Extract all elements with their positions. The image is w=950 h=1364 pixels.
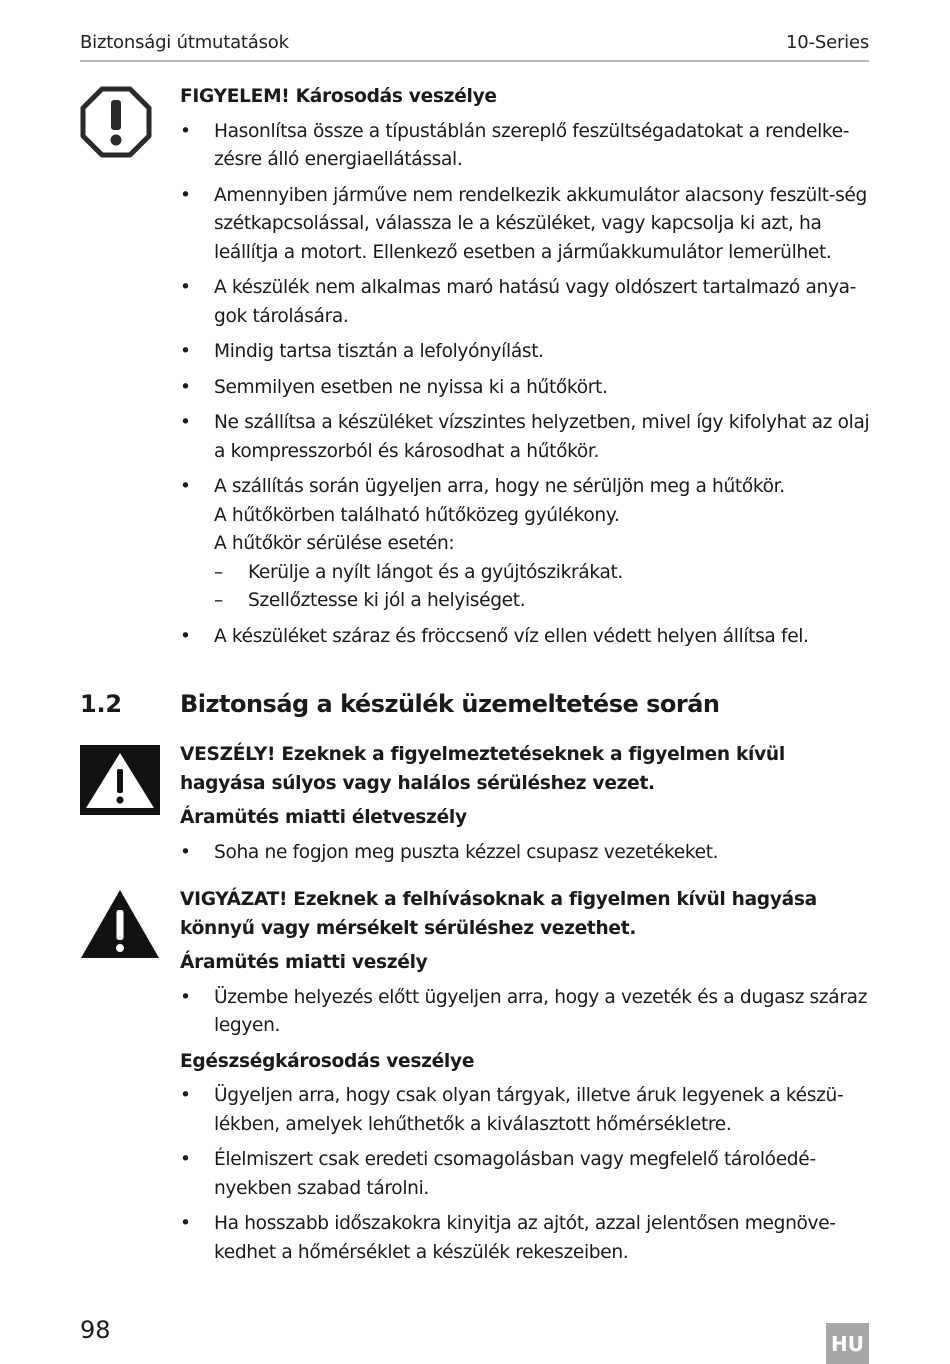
danger-list xyxy=(180,839,880,868)
caution-title: könnyű vagy mérsékelt sérüléshez vezethet. xyxy=(180,917,637,939)
sub-list-item: – Szellőztesse ki jól a helyiséget. xyxy=(214,587,880,616)
danger-warning-triangle-icon xyxy=(80,745,160,815)
sub-list-item: – Kerülje a nyílt lángot és a gyújtószikrákat. xyxy=(214,559,880,588)
caution-list-health xyxy=(180,1082,880,1267)
danger-block xyxy=(180,741,880,874)
caution-warning-triangle-icon xyxy=(80,888,160,960)
list-item: • Mindig tartsa tisztán a lefolyónyílást. xyxy=(180,338,880,367)
caution-block xyxy=(180,886,880,1274)
octagon-exclamation-icon xyxy=(80,86,152,158)
list-item-transport xyxy=(180,473,880,616)
caution-subheading: Egészségkárosodás veszélye xyxy=(180,1050,475,1072)
list-item: • Élelmiszert csak eredeti csomagolásban vagy megfelelő tárolóedé-nyekben szabad tárolni. xyxy=(180,1146,880,1203)
list-item: • Amennyiben járműve nem rendelkezik akkumulátor alacsony feszült-ség szétkapcsolással, válassza le a készüléket, vagy kapcsolja ki azt, ha leállítja a motort. Ellenkező esetben a járműakkumulátor lemerülhet. xyxy=(180,182,880,268)
danger-title: VESZÉLY! Ezeknek a figyelmeztetéseknek a figyelmen kívül xyxy=(180,744,785,765)
header-series: 10-Series xyxy=(786,32,869,53)
list-item: • Üzembe helyezés előtt ügyeljen arra, hogy a vezeték és a dugasz száraz legyen. xyxy=(180,984,880,1041)
caution-title: VIGYÁZAT! Ezeknek a felhívásoknak a figyelmen kívül hagyása xyxy=(180,889,817,910)
danger-subheading: Áramütés miatti életveszély xyxy=(180,807,467,828)
page-header xyxy=(80,32,869,53)
notice-block xyxy=(180,83,880,658)
page-number: 98 xyxy=(80,1316,111,1344)
header-divider xyxy=(80,60,869,62)
list-item: • Soha ne fogjon meg puszta kézzel csupasz vezetékeket. xyxy=(180,839,880,868)
list-item: • A készülék nem alkalmas maró hatású vagy oldószert tartalmazó anya-gok tárolására. xyxy=(180,274,880,331)
caution-subheading: Áramütés miatti veszély xyxy=(180,952,428,973)
list-item: • Semmilyen esetben ne nyissa ki a hűtőkört. xyxy=(180,374,880,403)
section-number: 1.2 xyxy=(80,690,122,718)
section-title: Biztonság a készülék üzemeltetése során xyxy=(180,690,720,718)
transport-line: A hűtőkör sérülése esetén: xyxy=(214,533,455,554)
list-item: • Ügyeljen arra, hogy csak olyan tárgyak, illetve áruk legyenek a készü-lékben, amelyek lehűthetők a kiválasztott hőmérsékletre. xyxy=(180,1082,880,1139)
header-section-title: Biztonsági útmutatások xyxy=(80,32,289,53)
list-item: • A készüléket száraz és fröccsenő víz ellen védett helyen állítsa fel. xyxy=(180,623,880,652)
notice-title: FIGYELEM! Károsodás veszélye xyxy=(180,86,497,107)
danger-title: hagyása súlyos vagy halálos sérüléshez vezet. xyxy=(180,772,655,794)
list-item: • Ha hosszabb időszakokra kinyitja az ajtót, azzal jelentősen megnöve-kedhet a hőmérséklet a készülék rekeszeiben. xyxy=(180,1210,880,1267)
notice-list xyxy=(180,118,880,652)
transport-line: • A szállítás során ügyeljen arra, hogy ne sérüljön meg a hűtőkör. xyxy=(214,476,785,497)
language-badge: HU xyxy=(826,1323,869,1364)
transport-line: A hűtőkörben található hűtőközeg gyúlékony. xyxy=(214,504,620,526)
list-item: • Ne szállítsa a készüléket vízszintes helyzetben, mivel így kifolyhat az olaj a kompresszorból és károsodhat a hűtőkör. xyxy=(180,409,880,466)
caution-list-electric xyxy=(180,984,880,1041)
list-item: • Hasonlítsa össze a típustáblán szereplő feszültségadatokat a rendelke-zésre álló energiaellátással. xyxy=(180,118,880,175)
